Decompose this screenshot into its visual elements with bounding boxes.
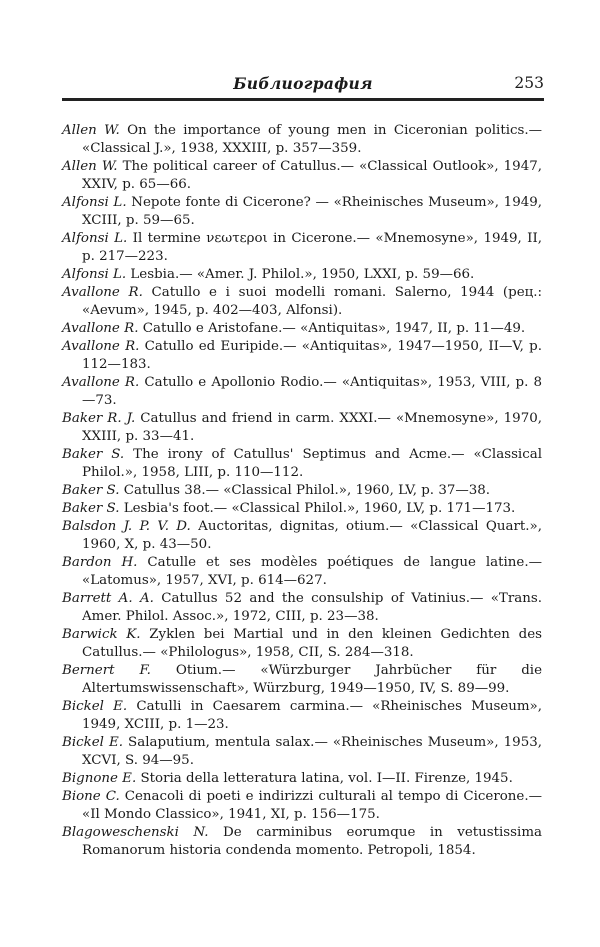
entry-text: De carminibus eorumque in vetustissima Romanorum historia condenda momento. Petropoli, 1854. — [82, 825, 543, 858]
entry-text: On the importance of young men in Ciceronian politics.— «Classical J.», 1938, XXXIII, p. 357—359. — [82, 123, 542, 156]
entry-author: Balsdon J. P. V. D. — [62, 519, 191, 534]
entry-text: Cenacoli di poeti e indirizzi culturali al tempo di Cicerone.— «Il Mondo Classico», 1941, XI, p. 156—175. — [82, 789, 543, 822]
entry-author: Alfonsi L. — [62, 195, 127, 210]
entry-author: Allen W. — [62, 159, 118, 174]
entry-author: Barwick K. — [62, 627, 141, 642]
entry-text: Catullus and friend in carm. XXXI.— «Mnemosyne», 1970, XXIII, p. 33—41. — [82, 411, 542, 444]
entry-text: Catullo e Apollonio Rodio.— «Antiquitas», 1953, VIII, p. 8—73. — [82, 375, 542, 408]
bibliography-entry — [62, 518, 542, 554]
entry-author: Bickel E. — [62, 735, 124, 750]
bibliography-entry — [62, 482, 542, 500]
entry-text: Nepote fonte di Cicerone? — «Rheinisches Museum», 1949, XCIII, p. 59—65. — [82, 195, 543, 228]
entry-text: Catullo e i suoi modelli romani. Salerno, 1944 (рец.: «Aevum», 1945, p. 402—403, Alfonsi). — [82, 285, 543, 318]
bibliography-entry — [62, 158, 542, 194]
entry-author: Allen W. — [62, 123, 120, 138]
bibliography-entry — [62, 662, 542, 698]
bibliography-entry — [62, 446, 542, 482]
entry-text: Otium.— «Würzburger Jahrbücher für die Altertumswissenschaft», Würzburg, 1949—1950, IV, S. 89—99. — [82, 663, 542, 696]
entry-text: Catullus 38.— «Classical Philol.», 1960, LV, p. 37—38. — [119, 483, 491, 498]
entry-author: Avallone R. — [62, 339, 140, 354]
entry-author: Baker S. — [62, 483, 120, 498]
entry-text: Catullo ed Euripide.— «Antiquitas», 1947—1950, II—V, p. 112—183. — [82, 339, 542, 372]
entry-author: Alfonsi L. — [62, 231, 128, 246]
entry-author: Bickel E. — [62, 699, 128, 714]
entry-author: Avallone R. — [62, 285, 143, 300]
bibliography-entry — [62, 788, 542, 824]
bibliography-entry — [62, 194, 542, 230]
entry-text: Lesbia.— «Amer. J. Philol.», 1950, LXXI, p. 59—66. — [126, 267, 475, 282]
entry-text: Storia della letteratura latina, vol. I—II. Firenze, 1945. — [136, 771, 513, 786]
bibliography-entry — [62, 320, 542, 338]
bibliography-entry — [62, 554, 542, 590]
bibliography-entry — [62, 734, 542, 770]
bibliography-entry — [62, 500, 542, 518]
entry-text: Catullo e Aristofane.— «Antiquitas», 1947, II, p. 11—49. — [138, 321, 526, 336]
entry-text: The irony of Catullus' Septimus and Acme.— «Classical Philol.», 1958, LIII, p. 110—112. — [82, 447, 542, 480]
entry-author: Bione C. — [62, 789, 120, 804]
bibliography-entry — [62, 770, 542, 788]
bibliography-entry — [62, 824, 542, 860]
bibliography-entry — [62, 284, 542, 320]
entry-text: Il termine νεωτεροι in Cicerone.— «Mnemosyne», 1949, II, p. 217—223. — [82, 231, 542, 264]
entry-author: Bignone E. — [62, 771, 137, 786]
running-head: Библиография — [233, 74, 373, 93]
bibliography-entry — [62, 338, 542, 374]
entry-text: Zyklen bei Martial und in den kleinen Gedichten des Catullus.— «Philologus», 1958, CII, S. 284—318. — [82, 627, 542, 660]
entry-text: Catullus 52 and the consulship of Vatinius.— «Trans. Amer. Philol. Assoc.», 1972, CIII, p. 23—38. — [82, 591, 542, 624]
header-rule — [62, 98, 544, 101]
page-header — [62, 74, 544, 98]
entry-text: Catulli in Caesarem carmina.— «Rheinisches Museum», 1949, XCIII, p. 1—23. — [82, 699, 543, 732]
bibliography-entry — [62, 374, 542, 410]
entry-author: Barrett A. A. — [62, 591, 154, 606]
entry-text: Auctoritas, dignitas, otium.— «Classical Quart.», 1960, X, p. 43—50. — [82, 519, 542, 552]
entry-author: Baker S. — [62, 447, 125, 462]
entry-text: Lesbia's foot.— «Classical Philol.», 1960, LV, p. 171—173. — [119, 501, 516, 516]
entry-text: Salaputium, mentula salax.— «Rheinisches Museum», 1953, XCVI, S. 94—95. — [82, 735, 542, 768]
page-number: 253 — [514, 74, 544, 92]
entry-author: Alfonsi L. — [62, 267, 127, 282]
bibliography-entry — [62, 626, 542, 662]
entry-author: Baker R. J. — [62, 411, 136, 426]
entry-author: Avallone R. — [62, 321, 139, 336]
bibliography-entry — [62, 410, 542, 446]
bibliography-entry — [62, 266, 542, 284]
bibliography-entry — [62, 122, 542, 158]
bibliography-entry — [62, 230, 542, 266]
bibliography-list — [62, 122, 542, 860]
entry-text: Catulle et ses modèles poétiques de langue latine.— «Latomus», 1957, XVI, p. 614—627. — [82, 555, 542, 588]
entry-author: Bernert F. — [62, 663, 151, 678]
entry-author: Baker S. — [62, 501, 120, 516]
bibliography-entry — [62, 590, 542, 626]
entry-author: Blagoweschenski N. — [62, 825, 209, 840]
bibliography-entry — [62, 698, 542, 734]
entry-text: The political career of Catullus.— «Classical Outlook», 1947, XXIV, p. 65—66. — [82, 159, 543, 192]
entry-author: Avallone R. — [62, 375, 140, 390]
entry-author: Bardon H. — [62, 555, 138, 570]
